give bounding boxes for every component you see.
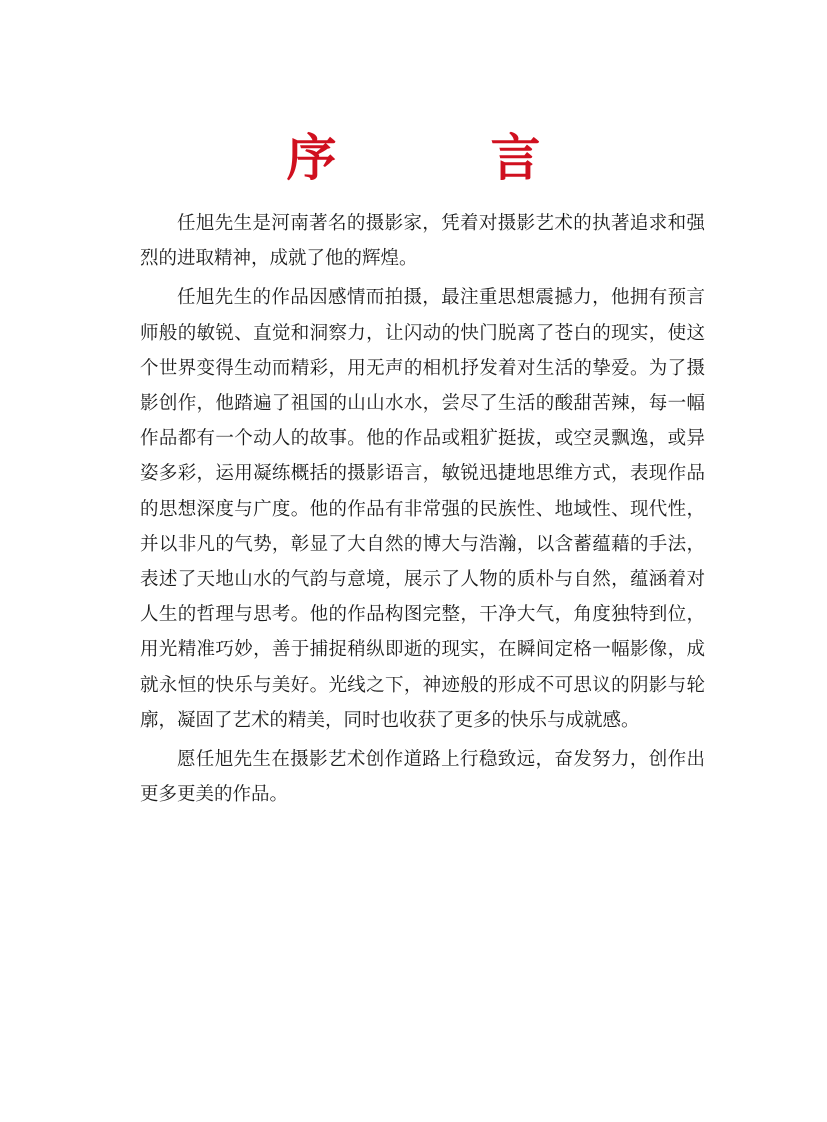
paragraph-3: 愿任旭先生在摄影艺术创作道路上行稳致远，奋发努力，创作出更多更美的作品。	[140, 749, 705, 806]
preface-body	[140, 206, 705, 816]
paragraph-1: 任旭先生是河南著名的摄影家，凭着对摄影艺术的执著追求和强烈的进取精神，成就了他的辉煌。	[140, 213, 705, 270]
page-title: 序 言	[286, 129, 593, 187]
paragraph-2: 任旭先生的作品因感情而拍摄，最注重思想震撼力，他拥有预言师般的敏锐、直觉和洞察力，让闪动的快门脱离了苍白的现实，使这个世界变得生动而精彩，用无声的相机抒发着对生活的挚爱。为了摄影创作，他踏遍了祖国的山山水水，尝尽了生活的酸甜苦辣，每一幅作品都有一个动人的故事。他的作品或粗犷挺拔，或空灵飘逸，或异姿多彩，运用凝练概括的摄影语言，敏锐迅捷地思维方式，表现作品的思想深度与广度。他的作品有非常强的民族性、地域性、现代性，并以非凡的气势，彰显了大自然的博大与浩瀚，以含蓄蕴藉的手法，表述了天地山水的气韵与意境，展示了人物的质朴与自然，蕴涵着对人生的哲理与思考。他的作品构图完整，干净大气，角度独特到位，用光精准巧妙，善于捕捉稍纵即逝的现实，在瞬间定格一幅影像，成就永恒的快乐与美好。光线之下，神迹般的形成不可思议的阴影与轮廓，凝固了艺术的精美，同时也收获了更多的快乐与成就感。	[140, 287, 705, 731]
